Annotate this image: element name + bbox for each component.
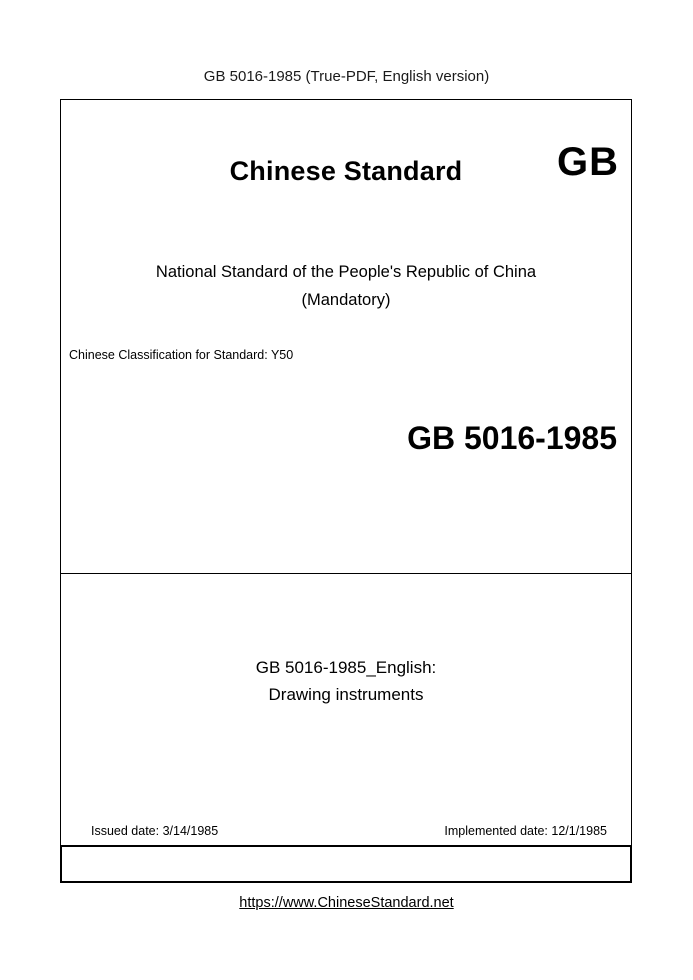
classification-text: Chinese Classification for Standard: Y50 — [69, 348, 294, 362]
cover-lower-panel — [61, 574, 631, 882]
standard-number: GB 5016-1985 — [407, 420, 617, 456]
document-title-line2: Drawing instruments — [268, 685, 424, 704]
gb-logo-mark: GB — [557, 140, 619, 184]
cover-title: Chinese Standard — [229, 156, 463, 186]
cover-bottom-bar — [60, 845, 632, 883]
page-header-text: GB 5016-1985 (True-PDF, English version) — [203, 68, 490, 85]
cover-subtitle-line1: National Standard of the People's Republic of China — [155, 263, 537, 281]
standard-cover-box — [60, 99, 632, 883]
document-title — [61, 654, 631, 708]
cover-upper-panel — [61, 100, 631, 574]
cover-subtitle-line2: (Mandatory) — [301, 291, 391, 309]
implemented-date: Implemented date: 12/1/1985 — [444, 824, 607, 838]
issued-date: Issued date: 3/14/1985 — [91, 824, 219, 838]
footer-website-link[interactable]: https://www.ChineseStandard.net — [239, 895, 454, 911]
document-title-line1: GB 5016-1985_English: — [255, 658, 437, 677]
cover-subtitle — [61, 258, 631, 314]
